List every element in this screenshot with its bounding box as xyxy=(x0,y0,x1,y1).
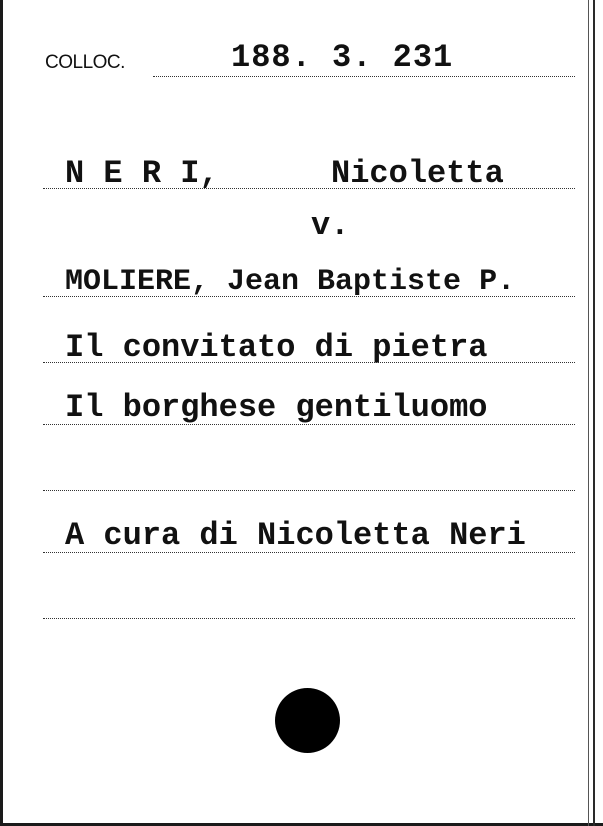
punch-hole xyxy=(275,688,340,753)
line-blank-2 xyxy=(43,618,575,619)
card-edge-inner xyxy=(588,0,589,826)
author-surname: N E R I, xyxy=(65,155,219,192)
colloc-label: COLLOC. xyxy=(45,52,125,73)
colloc-line xyxy=(153,76,575,77)
card-edge xyxy=(593,0,595,826)
subject-name: MOLIERE, Jean Baptiste P. xyxy=(65,265,516,299)
note: A cura di Nicoletta Neri xyxy=(65,517,526,554)
title-1: Il convitato di pietra xyxy=(65,329,488,366)
connector: v. xyxy=(311,207,350,244)
line-blank xyxy=(43,490,575,491)
author-given: Nicoletta xyxy=(331,155,504,192)
title-2: Il borghese gentiluomo xyxy=(65,389,488,426)
colloc-number: 188. 3. 231 xyxy=(231,39,454,76)
